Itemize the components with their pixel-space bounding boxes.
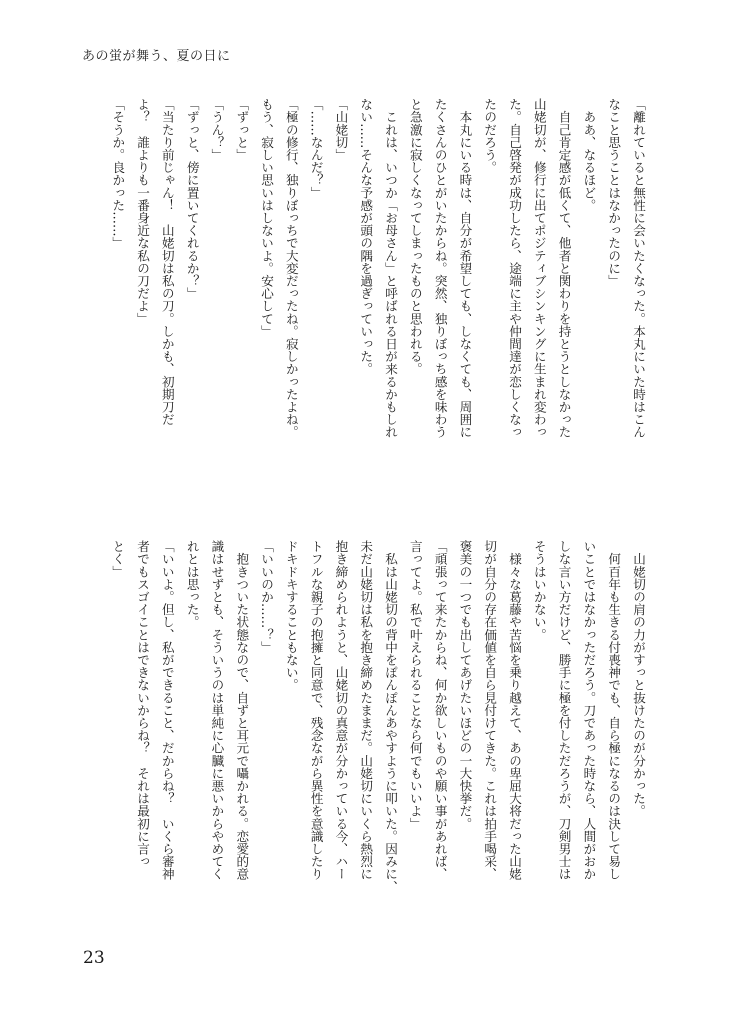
text-column: 山姥切が、修行に出てポジティブシンキングに生まれ変わっ [531, 98, 547, 439]
text-column: よ？ 誰よりも一番身近な私の刀だよ」 [135, 98, 151, 325]
running-header-title: あの蛍が舞う、夏の日に [82, 49, 231, 64]
text-column: トフルな親子の抱擁と同意で、残念ながら異性を意識したり [308, 540, 324, 881]
text-column: 様々な葛藤や苦悩を乗り越えて、あの卑屈大将だった山姥 [507, 540, 523, 881]
text-column: ドキドキすることもない。 [283, 540, 299, 692]
text-column: 褒美の一つでも出してあげたいほどの一大快挙だ。 [457, 540, 473, 830]
text-column: 言ってよ。私で叶えられることなら何でもいいよ」 [407, 540, 423, 830]
page-number: 23 [83, 948, 105, 968]
text-column: そうはいかない。 [531, 540, 547, 641]
text-column: れとは思った。 [184, 540, 200, 629]
text-column: ない……そんな予感が頭の隅を過ぎっていった。 [358, 98, 374, 376]
text-column: 「当たり前じゃん！ 山姥切は私の刀。しかも、初期刀だ [159, 98, 175, 426]
text-column: 自己肯定感が低くて、他者と関わりを持とうとしなかった [556, 98, 572, 439]
text-column: しな言い方だけど、勝手に極を付しただろうが、刀剣男士は [556, 540, 572, 881]
upper-text-block [90, 98, 650, 500]
text-column: 本丸にいる時は、自分が希望しても、しなくても、周囲に [457, 98, 473, 439]
text-column: ああ、なるほど。 [581, 98, 597, 212]
text-column: いことではなかっただろう。刀であった時なら、人間がおか [581, 540, 597, 881]
text-column: もう、寂しい思いはしないよ。安心して」 [259, 98, 275, 338]
text-column: 山姥切の肩の力がすっと抜けたのが分かった。 [631, 540, 646, 818]
text-column: 「山姥切」 [333, 98, 349, 161]
text-column: 未だ山姥切は私を抱き締めたままだ。山姥切にいくら熱烈に [358, 540, 374, 881]
text-column: 切が自分の存在価値を自ら見付けてきた。これは拍手喝采、 [482, 540, 498, 881]
text-column: 識はせずとも、そういうのは単純に心臓に悪いからやめてく [209, 540, 225, 881]
text-column: 何百年も生きる付喪神でも、自ら極になるのは決して易し [606, 540, 622, 881]
text-column: 「ずっと、傍に置いてくれるか？」 [184, 98, 200, 300]
text-column: 「ずっと」 [234, 98, 250, 161]
lower-text-block [95, 540, 650, 950]
text-column: た。自己啓発が成功したら、途端に主や仲間達が恋しくなっ [507, 98, 523, 439]
text-column: たのだろう。 [482, 98, 498, 174]
text-column: 「離れていると無性に会いたくなった。本丸にいた時はこん [631, 98, 646, 439]
text-column: たくさんのひとがいたからね。突然、独りぼっち感を味わう [432, 98, 448, 439]
text-column: 「うん？」 [209, 98, 225, 161]
text-column: と急激に寂しくなってしまったものと思われる。 [407, 98, 423, 376]
text-column: 抱きついた状態なので、自ずと耳元で囁かれる。恋愛的意 [234, 540, 250, 881]
text-column: これは、いつか「お母さん」と呼ばれる日が来るかもしれ [383, 98, 399, 439]
text-column: 者でもスゴイことはできないからね？ それは最初に言っ [135, 540, 151, 868]
text-column: とく」 [110, 540, 126, 578]
text-column: 「……なんだ？」 [308, 98, 324, 199]
text-column: 抱き締められようと、山姥切の真意が分かっている今、ハー [333, 540, 349, 881]
text-column: 「そうか。良かった……」 [110, 98, 126, 250]
text-column: 私は山姥切の背中をぽんぽんあやすように叩いた。因みに、 [383, 540, 399, 893]
text-column: なこと思うことはなかったのに」 [606, 98, 622, 287]
text-column: 「いいよ。但し、私ができること、だからね？ いくら審神 [159, 540, 175, 881]
text-column: 「極の修行、独りぼっちで大変だったね。寂しかったよね。 [283, 98, 299, 439]
text-column: 「いいのか……？」 [259, 540, 275, 654]
text-column: 「頑張って来たからね、何か欲しいものや願い事があれば、 [432, 540, 448, 881]
